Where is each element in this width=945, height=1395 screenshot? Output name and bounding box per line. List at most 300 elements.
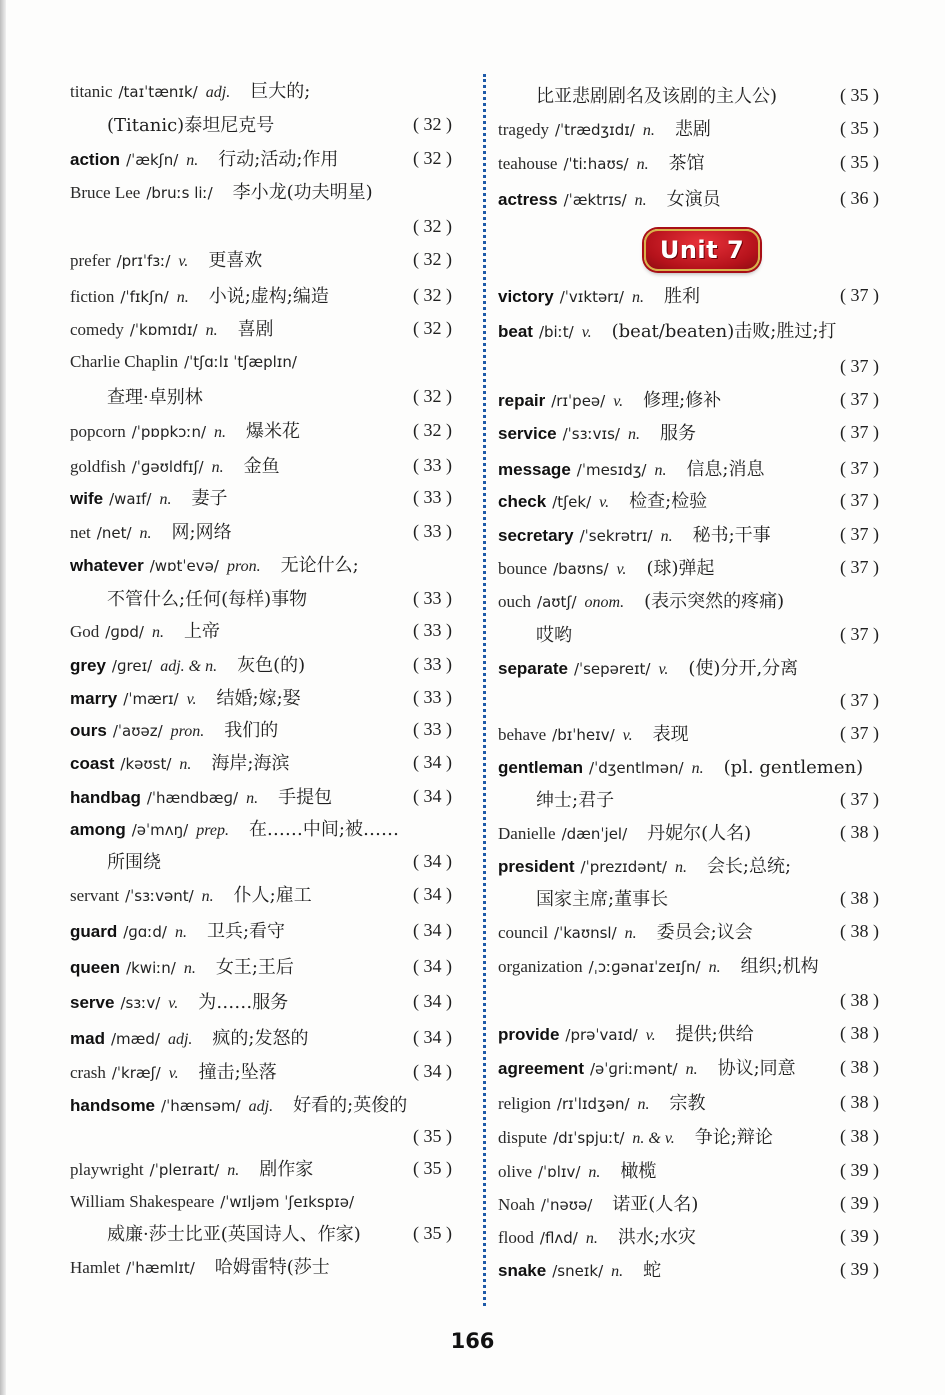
- page-ref: ( 35 ): [840, 152, 879, 172]
- page-ref: ( 32 ): [413, 285, 452, 305]
- page-ref: ( 37 ): [840, 458, 879, 478]
- vocab-word: handsome: [70, 1096, 156, 1115]
- vocab-line: [498, 458, 765, 483]
- part-of-speech: adj.: [167, 1031, 193, 1048]
- vocab-line: [498, 389, 721, 414]
- column-divider: [483, 74, 486, 1306]
- meaning: 威廉·莎士比亚(英国诗人、作家): [107, 1224, 361, 1245]
- phonetic: /ˈkaʊnsl/: [554, 924, 617, 942]
- meaning: 好看的;英俊的: [293, 1095, 408, 1116]
- meaning: 提供;供给: [675, 1024, 754, 1045]
- page-ref: ( 34 ): [413, 956, 452, 976]
- page-ref: ( 39 ): [840, 1160, 879, 1180]
- vocab-line: [498, 590, 784, 615]
- part-of-speech: n.: [151, 624, 164, 641]
- vocab-word: check: [498, 492, 547, 511]
- phonetic: /ˈpleɪraɪt/: [149, 1161, 220, 1179]
- phonetic: /ɡɒd/: [105, 623, 144, 641]
- phonetic: /ˈsekrətrɪ/: [579, 527, 653, 545]
- phonetic: /ˈtʃɑːlɪ ˈtʃæplɪn/: [184, 353, 297, 371]
- vocab-line: [70, 285, 329, 310]
- vocab-word: playwright: [70, 1160, 144, 1179]
- page-ref: ( 37 ): [840, 285, 879, 305]
- meaning: 网;网络: [171, 522, 232, 543]
- page-edge: [0, 0, 6, 1395]
- vocab-line: [70, 487, 227, 512]
- vocab-line: [498, 285, 700, 310]
- vocab-line: [498, 955, 819, 980]
- vocab-line: [70, 148, 338, 173]
- vocab-word: Danielle: [498, 824, 556, 843]
- vocab-line: [70, 1190, 354, 1214]
- part-of-speech: n.: [674, 859, 687, 876]
- phonetic: /mæd/: [110, 1030, 160, 1048]
- part-of-speech: n.: [214, 424, 227, 441]
- page-ref: ( 32 ): [413, 318, 452, 338]
- page-ref: ( 39 ): [840, 1226, 879, 1246]
- vocab-line: [498, 921, 753, 946]
- phonetic: /sneɪk/: [552, 1262, 604, 1280]
- vocab-line: [70, 752, 289, 777]
- vocab-line: [70, 318, 274, 343]
- part-of-speech: onom.: [584, 594, 625, 611]
- meaning: 茶馆: [668, 153, 705, 174]
- meaning: 哎哟: [536, 625, 572, 646]
- vocab-word: Hamlet: [70, 1258, 121, 1277]
- page-ref: ( 35 ): [413, 1126, 452, 1146]
- vocab-line: [536, 888, 668, 912]
- meaning: 丹妮尔(人名): [647, 823, 752, 844]
- page-ref: ( 32 ): [413, 114, 452, 134]
- phonetic: /ˈæktrɪs/: [563, 191, 627, 209]
- vocab-line: [498, 1092, 706, 1117]
- vocab-line: [107, 386, 203, 410]
- phonetic: /ˈdʒentlmən/: [589, 759, 684, 777]
- meaning: (beat/beaten)击败;胜过;打: [611, 321, 837, 342]
- vocab-line: [498, 1259, 661, 1284]
- part-of-speech: n.: [627, 426, 640, 443]
- meaning: 结婚;嫁;娶: [216, 688, 301, 709]
- vocab-line: [498, 1193, 698, 1217]
- page-ref: ( 37 ): [840, 624, 879, 644]
- meaning: 无论什么;: [280, 555, 359, 576]
- part-of-speech: n.: [637, 1096, 650, 1113]
- vocab-word: separate: [498, 659, 568, 678]
- vocab-word: flood: [498, 1228, 534, 1247]
- vocab-line: [70, 719, 278, 744]
- meaning: 蛇: [643, 1260, 662, 1281]
- part-of-speech: n.: [179, 756, 192, 773]
- meaning: 秘书;干事: [692, 525, 771, 546]
- page-ref: ( 38 ): [840, 921, 879, 941]
- part-of-speech: v.: [168, 995, 179, 1012]
- phonetic: /ˈhænsəm/: [161, 1097, 241, 1115]
- page-ref: ( 37 ): [840, 356, 879, 376]
- phonetic: /ˈækʃn/: [126, 151, 179, 169]
- vocab-word: behave: [498, 725, 547, 744]
- vocab-word: repair: [498, 391, 546, 410]
- page-number: 166: [450, 1329, 495, 1353]
- part-of-speech: n.: [634, 192, 647, 209]
- part-of-speech: adj.: [205, 84, 231, 101]
- page-ref: ( 38 ): [840, 1126, 879, 1146]
- part-of-speech: n.: [159, 491, 172, 508]
- phonetic: /baʊns/: [553, 560, 609, 578]
- vocab-word: Bruce Lee: [70, 183, 141, 202]
- vocab-word: organization: [498, 957, 583, 976]
- vocab-line: [498, 1023, 754, 1048]
- meaning: 小说;虚构;编造: [208, 286, 329, 307]
- vocab-line: [70, 920, 285, 945]
- meaning: 爆米花: [246, 421, 301, 442]
- page-ref: ( 33 ): [413, 455, 452, 475]
- phonetic: /ˈkræʃ/: [111, 1064, 161, 1082]
- vocab-line: [70, 80, 310, 105]
- meaning: 仆人;雇工: [233, 885, 312, 906]
- part-of-speech: n.: [139, 525, 152, 542]
- vocab-line: [70, 455, 280, 480]
- meaning: 委员会;议会: [656, 922, 753, 943]
- vocab-word: message: [498, 460, 571, 479]
- meaning: 疯的;发怒的: [212, 1028, 309, 1049]
- vocab-line: [498, 524, 771, 549]
- phonetic: /ˈnəʊə/: [540, 1196, 593, 1214]
- vocab-word: handbag: [70, 788, 141, 807]
- meaning: 喜剧: [237, 319, 274, 340]
- page-ref: ( 34 ): [413, 752, 452, 772]
- page-ref: ( 38 ): [840, 1057, 879, 1077]
- vocab-line: [107, 588, 307, 612]
- meaning: 巨大的;: [250, 81, 311, 102]
- vocab-line: [70, 181, 373, 205]
- part-of-speech: v.: [616, 561, 627, 578]
- page-ref: ( 36 ): [840, 188, 879, 208]
- vocab-line: [70, 249, 262, 274]
- page-ref: ( 34 ): [413, 920, 452, 940]
- vocab-word: religion: [498, 1094, 551, 1113]
- phonetic: /ˈɒlɪv/: [538, 1163, 581, 1181]
- meaning: (球)弹起: [646, 558, 715, 579]
- vocab-word: net: [70, 523, 91, 542]
- meaning: 海岸;海滨: [211, 753, 290, 774]
- vocab-line: [498, 320, 836, 345]
- page-ref: ( 35 ): [840, 85, 879, 105]
- page-ref: ( 34 ): [413, 884, 452, 904]
- part-of-speech: n.: [611, 1263, 624, 1280]
- page-ref: ( 32 ): [413, 148, 452, 168]
- vocab-word: grey: [70, 656, 106, 675]
- phonetic: /prəˈvaɪd/: [565, 1026, 638, 1044]
- vocab-line: [498, 188, 721, 213]
- meaning: 修理;修补: [643, 390, 722, 411]
- page-ref: ( 39 ): [840, 1259, 879, 1279]
- vocab-line: [498, 822, 751, 846]
- phonetic: /kəʊst/: [120, 755, 172, 773]
- meaning: 行动;活动;作用: [218, 149, 339, 170]
- phonetic: /taɪˈtænɪk/: [118, 83, 198, 101]
- vocab-line: [107, 1223, 361, 1247]
- meaning: 诺亚(人名): [612, 1194, 699, 1215]
- vocab-word: snake: [498, 1261, 547, 1280]
- vocab-word: secretary: [498, 526, 574, 545]
- vocab-word: council: [498, 923, 549, 942]
- phonetic: /waɪf/: [109, 490, 152, 508]
- meaning: 争论;辩论: [694, 1127, 773, 1148]
- page-ref: ( 37 ): [840, 389, 879, 409]
- phonetic: /wɒtˈevə/: [149, 557, 219, 575]
- phonetic: /ˈɡəʊldfɪʃ/: [131, 458, 204, 476]
- part-of-speech: v.: [645, 1027, 656, 1044]
- page-ref: ( 37 ): [840, 422, 879, 442]
- phonetic: /rɪˈlɪdʒən/: [556, 1095, 630, 1113]
- vocab-word: gentleman: [498, 758, 584, 777]
- vocab-word: actress: [498, 190, 558, 209]
- phonetic: /ˈhændbæɡ/: [146, 789, 239, 807]
- vocab-word: guard: [70, 922, 118, 941]
- phonetic: /ˈsepəreɪt/: [573, 660, 651, 678]
- vocab-line: [107, 114, 274, 138]
- part-of-speech: pron.: [170, 723, 205, 740]
- phonetic: /ɡreɪ/: [111, 657, 153, 675]
- vocab-line: [70, 554, 359, 579]
- part-of-speech: v.: [658, 661, 669, 678]
- part-of-speech: v.: [178, 253, 189, 270]
- part-of-speech: adj. & n.: [160, 658, 218, 675]
- part-of-speech: n.: [186, 152, 199, 169]
- phonetic: /dænˈjel/: [561, 825, 628, 843]
- part-of-speech: n.: [585, 1230, 598, 1247]
- meaning: 撞击;坠落: [198, 1062, 277, 1083]
- page-ref: ( 32 ): [413, 216, 452, 236]
- vocab-word: teahouse: [498, 154, 558, 173]
- part-of-speech: v.: [186, 691, 197, 708]
- vocab-word: ouch: [498, 592, 532, 611]
- vocab-word: mad: [70, 1029, 105, 1048]
- meaning: 胜利: [663, 286, 700, 307]
- page-ref: ( 34 ): [413, 851, 452, 871]
- phonetic: /ˈpɒpkɔːn/: [131, 423, 207, 441]
- phonetic: /ˈvɪktərɪ/: [559, 288, 624, 306]
- page-ref: ( 34 ): [413, 1027, 452, 1047]
- phonetic: /biːt/: [538, 323, 574, 341]
- vocab-word: olive: [498, 1162, 532, 1181]
- meaning: 女王;王后: [215, 957, 294, 978]
- vocab-line: [498, 152, 705, 177]
- vocab-line: [70, 420, 300, 445]
- vocab-line: [70, 786, 332, 811]
- vocab-line: [70, 1061, 277, 1086]
- vocab-line: [498, 422, 696, 447]
- meaning: 我们的: [224, 720, 279, 741]
- page-ref: ( 32 ): [413, 249, 452, 269]
- vocab-line: [107, 851, 161, 875]
- phonetic: /bɪˈheɪv/: [552, 726, 615, 744]
- page-ref: ( 37 ): [840, 723, 879, 743]
- page-ref: ( 34 ): [413, 991, 452, 1011]
- unit-7-badge: [644, 229, 760, 271]
- meaning: 灰色(的): [237, 655, 306, 676]
- vocab-word: beat: [498, 322, 533, 341]
- vocab-line: [498, 1226, 696, 1251]
- meaning: 所围绕: [107, 852, 161, 873]
- page-ref: ( 33 ): [413, 588, 452, 608]
- page-ref: ( 38 ): [840, 1092, 879, 1112]
- page-ref: ( 33 ): [413, 620, 452, 640]
- page-ref: ( 38 ): [840, 822, 879, 842]
- part-of-speech: v.: [581, 324, 592, 341]
- vocab-word: servant: [70, 886, 120, 905]
- part-of-speech: n.: [660, 528, 673, 545]
- page-ref: ( 37 ): [840, 690, 879, 710]
- page-ref: ( 35 ): [413, 1223, 452, 1243]
- part-of-speech: v.: [168, 1065, 179, 1082]
- part-of-speech: n.: [183, 960, 196, 977]
- page-ref: ( 33 ): [413, 654, 452, 674]
- vocab-word: ours: [70, 721, 107, 740]
- phonetic: /ˈfɪkʃn/: [120, 288, 169, 306]
- phonetic: /ˈsɜːvɪs/: [562, 425, 620, 443]
- part-of-speech: n.: [708, 959, 721, 976]
- page-ref: ( 32 ): [413, 386, 452, 406]
- phonetic: /ˈprezɪdənt/: [580, 858, 667, 876]
- vocab-line: [498, 1126, 773, 1151]
- meaning: 李小龙(功夫明星): [232, 182, 373, 203]
- vocab-line: [498, 855, 791, 880]
- page-ref: ( 33 ): [413, 521, 452, 541]
- vocab-word: wife: [70, 489, 104, 508]
- vocab-word: queen: [70, 958, 121, 977]
- unit-heading: Unit 7: [659, 236, 745, 264]
- vocab-word: goldfish: [70, 457, 126, 476]
- page-ref: ( 38 ): [840, 888, 879, 908]
- phonetic: /ˈmesɪdʒ/: [576, 461, 647, 479]
- phonetic: /kwiːn/: [126, 959, 176, 977]
- meaning: 查理·卓别林: [107, 387, 203, 408]
- phonetic: /ˈhæmlɪt/: [126, 1259, 195, 1277]
- part-of-speech: pron.: [226, 558, 261, 575]
- page-ref: ( 34 ): [413, 786, 452, 806]
- phonetic: /prɪˈfɜː/: [116, 252, 171, 270]
- vocab-line: [498, 490, 707, 515]
- phonetic: /əˈɡriːmənt/: [589, 1060, 678, 1078]
- page-ref: ( 37 ): [840, 490, 879, 510]
- part-of-speech: n.: [631, 289, 644, 306]
- phonetic: /ˈmærɪ/: [123, 690, 179, 708]
- vocab-line: [70, 991, 288, 1016]
- phonetic: /dɪˈspjuːt/: [553, 1129, 625, 1147]
- part-of-speech: n.: [227, 1162, 240, 1179]
- vocab-word: popcorn: [70, 422, 126, 441]
- part-of-speech: n.: [642, 122, 655, 139]
- meaning: 绅士;君子: [536, 790, 615, 811]
- vocab-word: titanic: [70, 82, 113, 101]
- vocab-word: among: [70, 820, 126, 839]
- vocab-line: [70, 687, 301, 712]
- vocab-word: tragedy: [498, 120, 549, 139]
- vocab-line: [70, 1094, 407, 1119]
- vocab-word: provide: [498, 1025, 560, 1044]
- vocab-word: marry: [70, 689, 118, 708]
- meaning: 洪水;水灾: [617, 1227, 696, 1248]
- meaning: 检查;检验: [629, 491, 708, 512]
- page-ref: ( 33 ): [413, 719, 452, 739]
- phonetic: /flʌd/: [539, 1229, 578, 1247]
- phonetic: /ˈwɪljəm ˈʃeɪkspɪə/: [220, 1193, 355, 1211]
- meaning: 剧作家: [259, 1159, 314, 1180]
- part-of-speech: v.: [599, 494, 610, 511]
- meaning: 协议;同意: [717, 1058, 796, 1079]
- vocab-line: [498, 657, 798, 682]
- vocab-word: victory: [498, 287, 554, 306]
- page-ref: ( 33 ): [413, 687, 452, 707]
- meaning: (pl. gentlemen): [723, 757, 864, 778]
- vocab-line: [70, 1158, 313, 1183]
- phonetic: /ɡɑːd/: [123, 923, 167, 941]
- vocab-word: fiction: [70, 287, 115, 306]
- part-of-speech: n.: [654, 462, 667, 479]
- vocab-line: [498, 118, 711, 143]
- vocab-line: [70, 620, 220, 645]
- meaning: 在……中间;被……: [248, 819, 400, 840]
- vocab-word: prefer: [70, 251, 111, 270]
- part-of-speech: n.: [246, 790, 259, 807]
- vocab-word: bounce: [498, 559, 548, 578]
- vocab-line: [536, 85, 777, 109]
- part-of-speech: n.: [636, 156, 649, 173]
- page-ref: ( 32 ): [413, 420, 452, 440]
- part-of-speech: n.: [685, 1061, 698, 1078]
- page-ref: ( 37 ): [840, 557, 879, 577]
- vocab-line: [498, 756, 863, 781]
- meaning: 服务: [659, 423, 696, 444]
- vocab-line: [498, 1057, 796, 1082]
- meaning: 卫兵;看守: [206, 921, 286, 942]
- vocab-line: [70, 956, 294, 981]
- meaning: 信息;消息: [686, 459, 765, 480]
- meaning: 女演员: [666, 189, 721, 210]
- vocab-line: [70, 350, 297, 374]
- meaning: 不管什么;任何(每样)事物: [107, 589, 308, 610]
- part-of-speech: n.: [205, 322, 218, 339]
- phonetic: /tʃek/: [552, 493, 592, 511]
- meaning: 比亚悲剧剧名及该剧的主人公): [536, 86, 778, 107]
- meaning: 宗教: [669, 1093, 706, 1114]
- page-ref: ( 38 ): [840, 990, 879, 1010]
- part-of-speech: n. & v.: [632, 1130, 675, 1147]
- vocab-word: action: [70, 150, 121, 169]
- page-ref: ( 37 ): [840, 524, 879, 544]
- vocab-word: serve: [70, 993, 115, 1012]
- meaning: (Titanic)泰坦尼克号: [107, 115, 275, 136]
- part-of-speech: n.: [201, 888, 214, 905]
- vocab-line: [536, 624, 572, 648]
- vocab-word: whatever: [70, 556, 144, 575]
- vocab-line: [70, 884, 312, 909]
- phonetic: /aʊtʃ/: [537, 593, 577, 611]
- meaning: 哈姆雷特(莎士: [214, 1257, 330, 1278]
- phonetic: /ˈkɒmɪdɪ/: [129, 321, 198, 339]
- vocab-word: dispute: [498, 1128, 548, 1147]
- meaning: 手提包: [278, 787, 333, 808]
- vocab-line: [70, 818, 399, 843]
- part-of-speech: n.: [588, 1164, 601, 1181]
- part-of-speech: prep.: [196, 822, 229, 839]
- vocab-word: crash: [70, 1063, 106, 1082]
- vocab-word: God: [70, 622, 100, 641]
- meaning: 橄榄: [620, 1161, 657, 1182]
- part-of-speech: v.: [613, 393, 624, 410]
- meaning: 表现: [652, 724, 689, 745]
